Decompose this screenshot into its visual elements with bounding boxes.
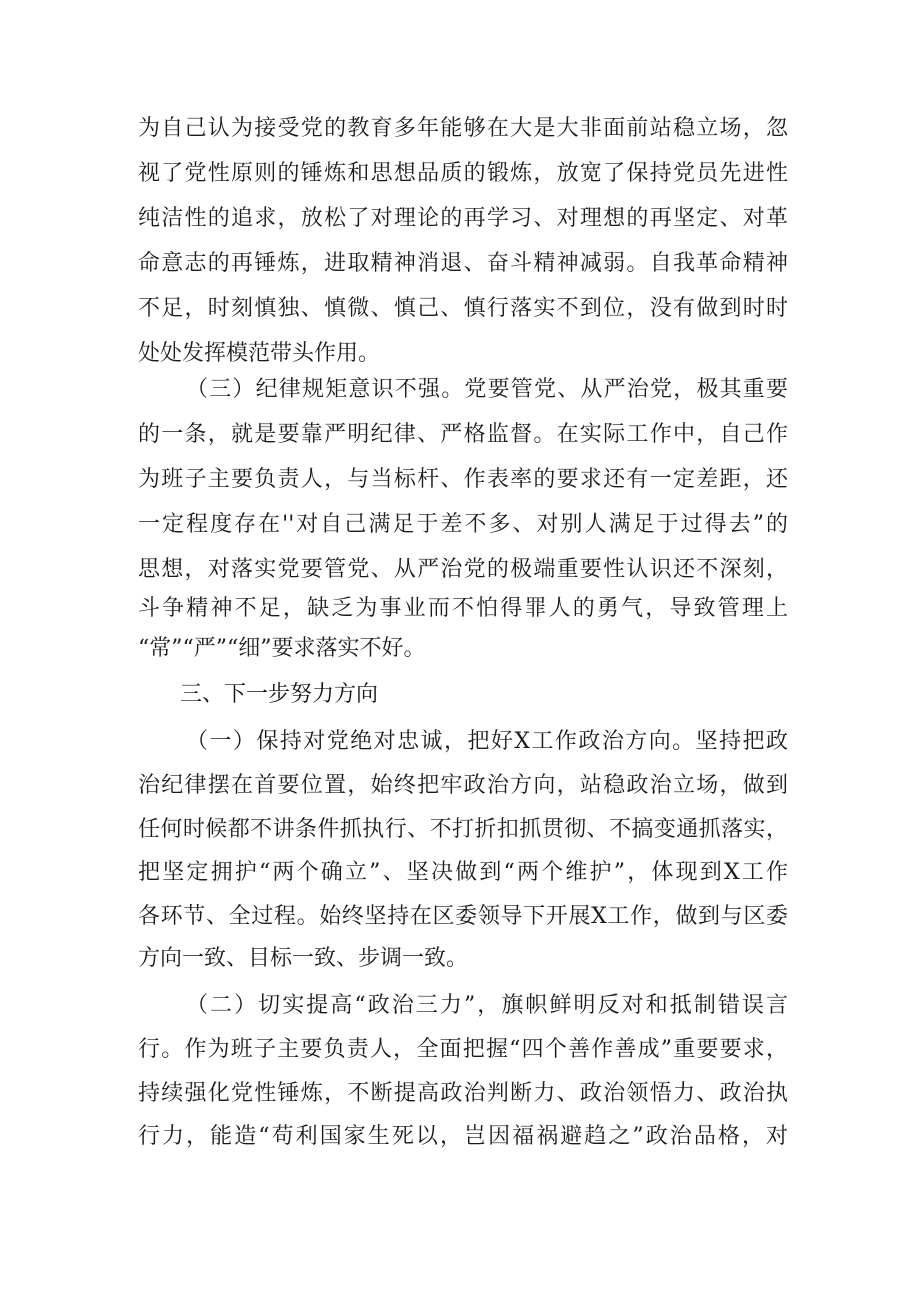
paragraph-3-line-2: 治纪律摆在首要位置，始终把牢政治方向，站稳政治立场，做到: [138, 773, 788, 798]
paragraph-2-line-6: 斗争精神不足，缺乏为事业而不怕得罪人的勇气，导致管理上: [138, 596, 788, 621]
paragraph-2-line-4: 一定程度存在''对自己满足于差不多、对别人满足于过得去”的: [138, 512, 788, 537]
paragraph-4-line-2: 行。作为班子主要负责人，全面把握“四个善作善成”重要要求，: [138, 1037, 788, 1062]
paragraph-4-line-4: 行力，能造“苟利国家生死以，岂因福祸避趋之”政治品格，对: [138, 1124, 788, 1149]
section-heading: 三、下一步努力方向: [180, 682, 379, 707]
paragraph-3-line-4: 把坚定拥护“两个确立”、坚决做到“两个维护”，体现到X工作: [138, 860, 788, 885]
paragraph-4-line-3: 持续强化党性锤炼，不断提高政治判断力、政治领悟力、政治执: [138, 1081, 788, 1106]
paragraph-1-line-6: 处处发挥模范带头作用。: [138, 341, 381, 366]
paragraph-2-line-2: 的一条，就是要靠严明纪律、严格监督。在实际工作中，自己作: [138, 422, 788, 447]
paragraph-2-line-5: 思想，对落实党要管党、从严治党的极端重要性认识还不深刻，: [138, 557, 788, 582]
paragraph-3-line-5: 各环节、全过程。始终坚持在区委领导下开展X工作，做到与区委: [138, 904, 788, 929]
paragraph-1-line-2: 视了党性原则的锤炼和思想品质的锻炼，放宽了保持党员先进性: [138, 161, 788, 186]
paragraph-2-line-3: 为班子主要负责人，与当标杆、作表率的要求还有一定差距，还: [138, 467, 788, 492]
paragraph-3-line-1: （一）保持对党绝对忠诚，把好X工作政治方向。坚持把政: [186, 729, 788, 754]
paragraph-4-line-1: （二）切实提高“政治三力”，旗帜鲜明反对和抵制错误言: [186, 993, 788, 1018]
paragraph-1-line-4: 命意志的再锤炼，进取精神消退、奋斗精神减弱。自我革命精神: [138, 251, 788, 276]
paragraph-2-line-1: （三）纪律规矩意识不强。党要管党、从严治党，极其重要: [186, 377, 788, 402]
paragraph-3-line-3: 任何时候都不讲条件抓执行、不打折扣抓贯彻、不搞变通抓落实，: [138, 817, 788, 842]
paragraph-1-line-5: 不足，时刻慎独、慎微、慎己、慎行落实不到位，没有做到时时: [138, 296, 788, 321]
paragraph-1-line-1: 为自己认为接受党的教育多年能够在大是大非面前站稳立场，忽: [138, 116, 788, 141]
paragraph-3-line-6: 方向一致、目标一致、步调一致。: [138, 946, 469, 971]
paragraph-2-line-7: “常”“严”“细”要求落实不好。: [138, 636, 426, 661]
paragraph-1-line-3: 纯洁性的追求，放松了对理论的再学习、对理想的再坚定、对革: [138, 206, 788, 231]
